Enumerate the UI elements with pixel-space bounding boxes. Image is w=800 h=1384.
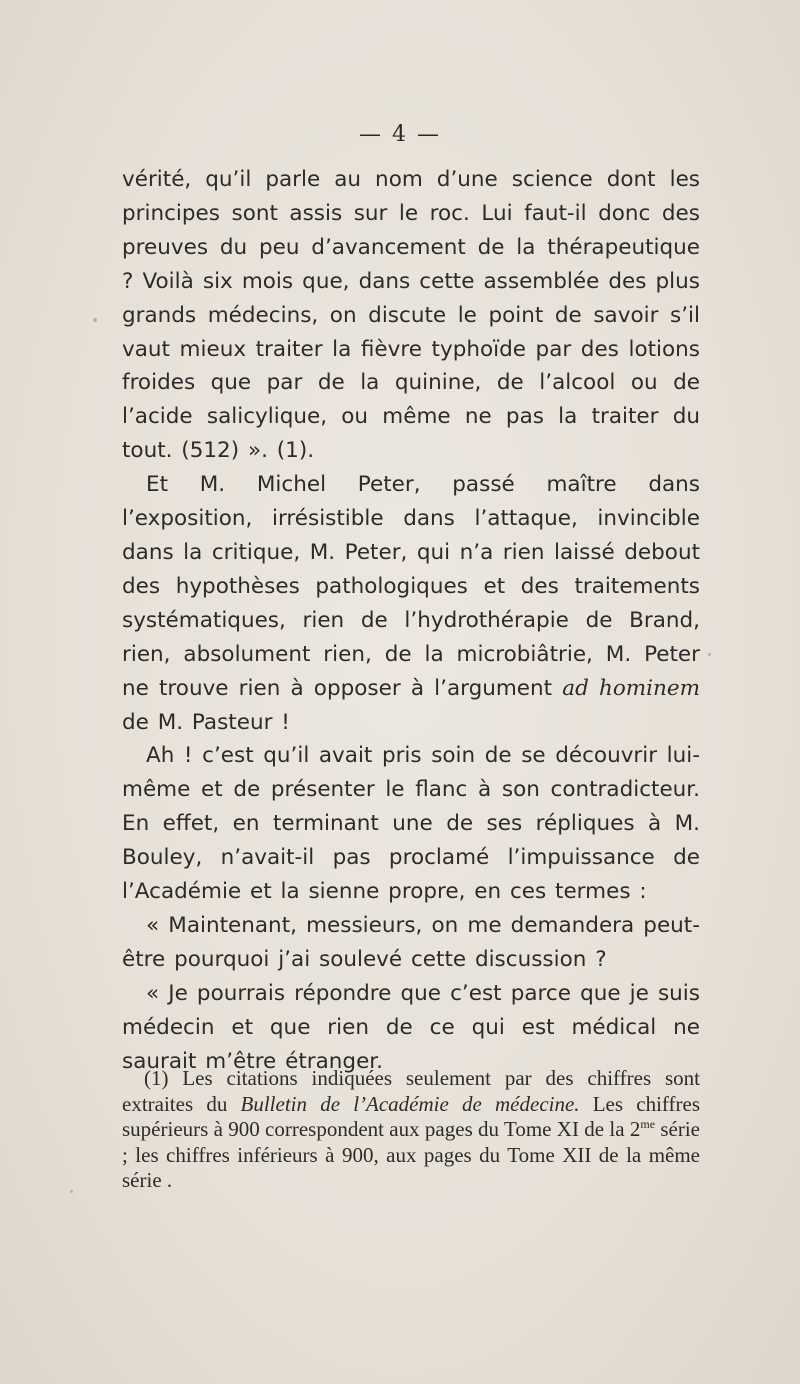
paragraph-4: « Maintenant, messieurs, on me demandera peut-être pourquoi j’ai soulevé cette discussion ? — [122, 912, 700, 972]
footnote-text — [122, 1066, 700, 1194]
paper-speck — [70, 1190, 73, 1193]
paragraph-2-before: Et M. Michel Peter, passé maître dans l’exposition, irrésistible dans l’attaque, invincible dans la critique, M. Peter, qui n’a rien laissé debout des hypothèses pathologiques et des traitements systématiques, rien de l’hydrothérapie de Brand, rien, absolument rien, de la microbiâtrie, M. Peter ne trouve rien à opposer à l’argument — [122, 472, 700, 701]
paragraph-3: Ah ! c’est qu’il avait pris soin de se découvrir lui-même et de présenter le flanc à son contradicteur. En effet, en terminant une de ses répliques à M. Bouley, n’avait-il pas proclamé l’impuissance de l’Académie et la sienne propre, en ces termes : — [122, 743, 700, 905]
main-text — [122, 163, 700, 1078]
paragraph-2-italic: ad hominem — [562, 675, 700, 701]
footnote-lead: (1) Les citations indiquées seulement par des chiffres sont extraites du — [122, 1066, 700, 1116]
paragraph-2 — [122, 468, 700, 739]
paragraph-2-after: de M. Pasteur ! — [122, 709, 290, 735]
page-number: — 4 — — [359, 122, 441, 147]
footnote-middle: Les chiffres supérieurs à 900 correspondent aux pages du Tome XI de la 2 — [122, 1091, 700, 1141]
paragraph-1: vérité, qu’il parle au nom d’une science dont les principes sont assis sur le roc. Lui faut-il donc des preuves du peu d’avancement de la thérapeutique ? Voilà six mois que, dans cette assemblée des plus grands médecins, on discute le point de savoir s’il vaut mieux traiter la fièvre typhoïde par des lotions froides que par de la quinine, de l’alcool ou de l’acide salicylique, ou même ne pas la traiter du tout. (512) ». (1). — [122, 167, 700, 464]
footnote — [122, 1066, 700, 1194]
footnote-tail: série ; les chiffres inférieurs à 900, aux pages du Tome XII de la même série . — [122, 1117, 700, 1192]
paragraph-5: « Je pourrais répondre que c’est parce que je suis médecin et que rien de ce qui est médical ne saurait m’être étranger. — [122, 980, 700, 1074]
paper-speck — [708, 653, 711, 656]
footnote-superscript: me — [640, 1117, 656, 1131]
paper-speck — [93, 318, 97, 322]
footnote-italic: Bulletin de l’Académie de médecine. — [240, 1091, 580, 1116]
